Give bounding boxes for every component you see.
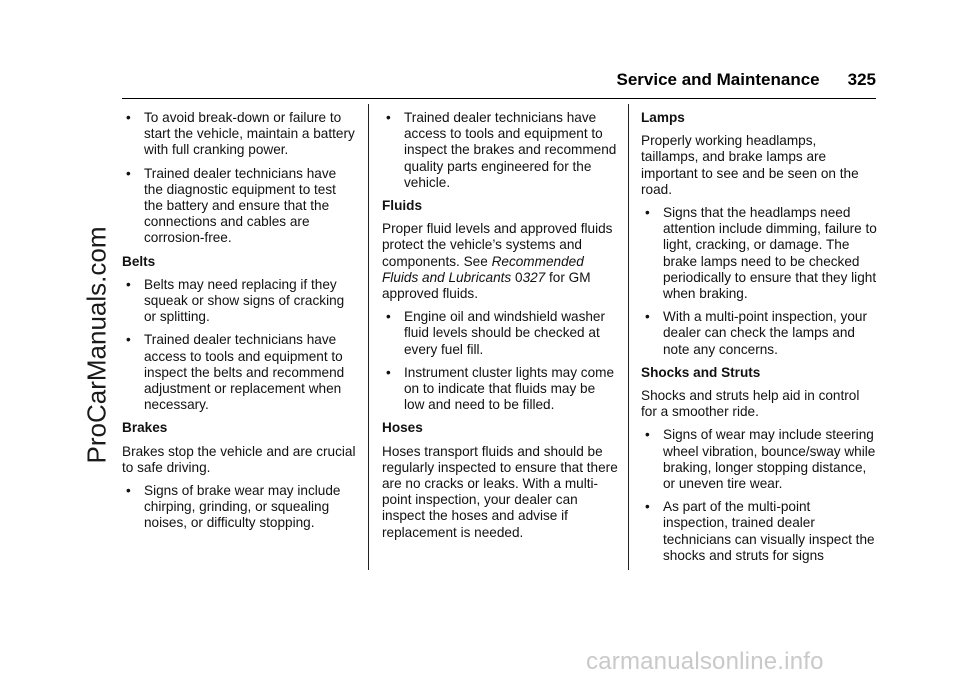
list-item-text: With a multi-point inspection, your dealer can check the lamps and note any concerns. (663, 309, 867, 357)
bullet-mark: • (645, 499, 650, 515)
list-item (122, 110, 358, 159)
list-item (122, 332, 358, 413)
paragraph-shocks: Shocks and struts help aid in control for a smoother ride. (641, 388, 860, 420)
list-item (122, 483, 358, 532)
bullet-mark: • (645, 427, 650, 443)
heading-fluids: Fluids (382, 198, 423, 214)
list-item-text: Instrument cluster lights may come on to indicate that fluids may be low and need to be filled. (404, 364, 615, 413)
page-number: 325 (847, 70, 876, 89)
header-rule (122, 98, 876, 99)
fluids-text-1: Proper fluid levels and approved fluids protect the vehicle’s systems and components. See (382, 221, 613, 269)
paragraph-hoses: Hoses transport fluids and should be regularly inspected to ensure that there are no cracks or leaks. With a multi-point inspection, your dealer can inspect the hoses and advise if replacement is needed. (382, 443, 618, 540)
list-item (382, 110, 618, 191)
paragraph-fluids (382, 221, 618, 302)
bullet-mark: • (645, 309, 650, 325)
heading-brakes: Brakes (122, 420, 168, 436)
list-item-text: Engine oil and windshield washer fluid levels should be checked at every fuel fill. (404, 309, 606, 357)
heading-hoses: Hoses (382, 420, 423, 436)
list-item-text: Signs that the headlamps need attention include dimming, failure to light, cracking, or damage. The brake lamps need to be checked periodically to ensure that they light when braking. (663, 205, 877, 302)
column-1 (122, 110, 358, 539)
paragraph-lamps: Properly working headlamps, taillamps, and brake lamps are important to see and be seen on the road. (641, 133, 859, 197)
bullet-mark: • (126, 276, 131, 292)
side-watermark: ProCarManuals.com (81, 226, 112, 464)
list-item (382, 365, 618, 414)
column-divider-2 (628, 104, 629, 570)
list-item-text: To avoid break-down or failure to start the vehicle, maintain a battery with full cranking power. (144, 110, 355, 158)
list-item (122, 277, 358, 326)
list-item (641, 499, 877, 564)
list-item (641, 309, 877, 358)
bullet-mark: • (126, 332, 131, 348)
paragraph-brakes: Brakes stop the vehicle and are crucial to safe driving. (122, 443, 356, 475)
heading-shocks: Shocks and Struts (641, 364, 761, 380)
list-item (641, 427, 877, 492)
list-item-text: As part of the multi-point inspection, trained dealer technicians can visually inspect the shocks and struts for signs (663, 499, 875, 563)
list-item-text: Belts may need replacing if they squeak or show signs of cracking or splitting. (144, 276, 345, 325)
list-item-text: Signs of brake wear may include chirping, grinding, or squealing noises, or difficulty stopping. (144, 483, 341, 531)
column-divider-1 (368, 104, 369, 570)
cross-reference-page[interactable]: 327 (522, 269, 546, 285)
fluids-text-2: for GM approved fluids. (382, 269, 591, 302)
list-item-text: Trained dealer technicians have access to tools and equipment to inspect the brakes and recommend quality parts engineered for the vehicle. (404, 110, 617, 190)
cross-reference-link[interactable]: Recommended Fluids and Lubricants (382, 253, 584, 285)
bullet-mark: • (645, 205, 650, 221)
bullet-mark: • (126, 165, 131, 181)
list-item-text: Signs of wear may include steering wheel vibration, bounce/sway while braking, longer stopping distance, or uneven tire wear. (663, 427, 876, 492)
list-item (641, 205, 877, 302)
list-item (122, 166, 358, 247)
bullet-mark: • (386, 309, 391, 325)
bullet-mark: • (126, 483, 131, 499)
bullet-mark: • (386, 364, 391, 380)
list-item (382, 309, 618, 358)
bullet-mark: • (386, 110, 391, 125)
list-item-text: Trained dealer technicians have access to tools and equipment to inspect the belts and recommend adjustment or replacement when necessary. (144, 332, 345, 413)
page-arrow-icon: 0 (515, 269, 523, 285)
heading-lamps: Lamps (641, 110, 685, 125)
heading-belts: Belts (122, 253, 156, 269)
column-3 (641, 110, 877, 571)
page-header (560, 70, 876, 90)
column-2 (382, 110, 618, 548)
bullet-mark: • (126, 110, 131, 125)
list-item-text: Trained dealer technicians have the diagnostic equipment to test the battery and ensure that the connections and cables are corrosion-free. (144, 165, 337, 246)
footer-watermark: carmanualsonline.info (586, 648, 824, 675)
section-title: Service and Maintenance (616, 70, 820, 89)
